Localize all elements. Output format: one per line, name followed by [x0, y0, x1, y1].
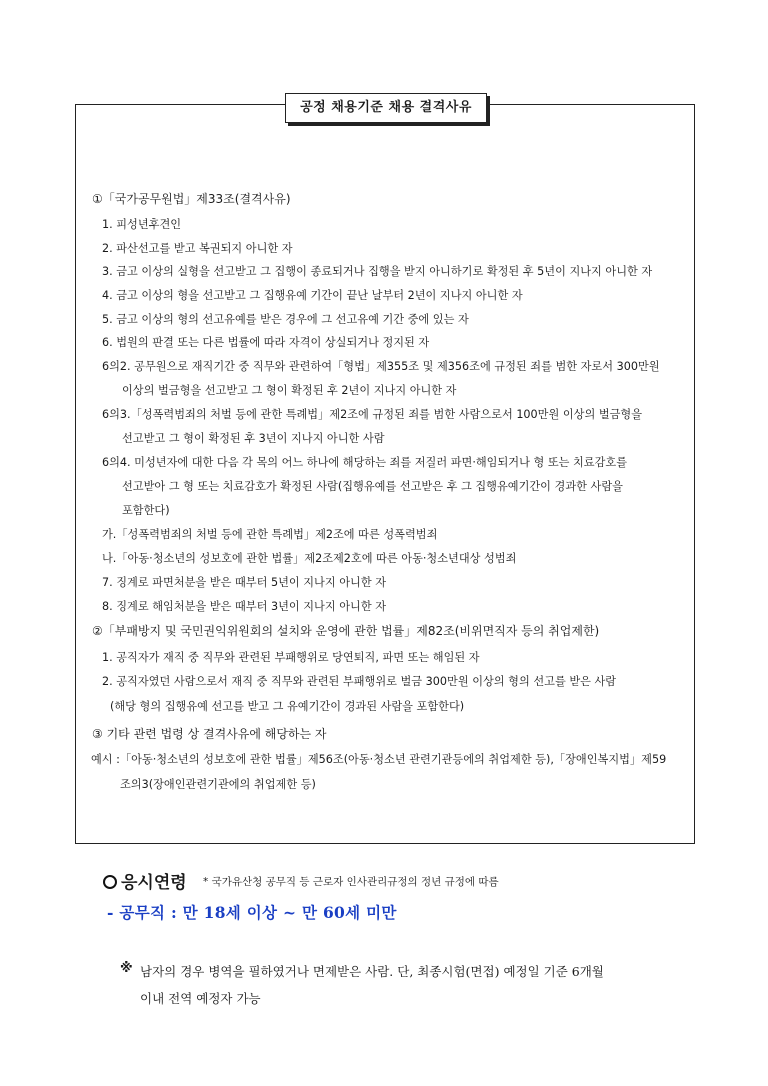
list-subitem: 가.「성폭력범죄의 처벌 등에 관한 특례법」제2조에 따른 성폭력범죄 [102, 528, 438, 541]
list-item: 1. 피성년후견인 [102, 218, 182, 231]
example-text: 예시 :「아동·청소년의 성보호에 관한 법률」제56조(아동·청소년 관련기관등에의 취업제한 등),「장애인복지법」제59 [91, 753, 667, 766]
list-subitem: 나.「아동·청소년의 성보호에 관한 법률」제2조제2호에 따른 아동·청소년대상 성범죄 [102, 552, 517, 565]
list-item: 3. 금고 이상의 실형을 선고받고 그 집행이 종료되거나 집행을 받지 아니하기로 확정된 후 5년이 지나지 아니한 자 [102, 265, 653, 278]
list-item-continuation: 선고받고 그 형이 확정된 후 3년이 지나지 아니한 사람 [122, 432, 385, 445]
age-note: * 국가유산청 공무직 등 근로자 인사관리규정의 정년 규정에 따름 [203, 876, 499, 888]
circle-bullet-icon [103, 875, 117, 889]
box-title: 공정 채용기준 채용 결격사유 [285, 93, 487, 123]
notice-line: 남자의 경우 병역을 필하였거나 면제받은 사람. 단, 최종시험(면접) 예정일 기준 6개월 [140, 964, 604, 979]
list-item: 4. 금고 이상의 형을 선고받고 그 집행유예 기간이 끝난 날부터 2년이 지나지 아니한 자 [102, 289, 523, 302]
list-item: 6의2. 공무원으로 재직기간 중 직무와 관련하여「형법」제355조 및 제356조에 규정된 죄를 범한 자로서 300만원 [102, 360, 660, 373]
list-item-continuation: 포함한다) [122, 504, 170, 517]
list-item-continuation: (해당 형의 집행유예 선고를 받고 그 유예기간이 경과된 사람을 포함한다) [110, 700, 465, 713]
list-item: 6의4. 미성년자에 대한 다음 각 목의 어느 하나에 해당하는 죄를 저질러 파면·해임되거나 형 또는 치료감호를 [102, 456, 628, 469]
notice-line: 이내 전역 예정자 가능 [140, 991, 261, 1006]
reference-mark-icon: ※ [120, 961, 133, 976]
section2-head: ②「부패방지 및 국민권익위원회의 설치와 운영에 관한 법률」제82조(비위면직자 등의 취업제한) [92, 624, 600, 638]
age-title: 응시연령 [121, 873, 187, 893]
list-item: 6. 법원의 판결 또는 다른 법률에 따라 자격이 상실되거나 정지된 자 [102, 336, 430, 349]
list-item: 8. 징계로 해임처분을 받은 때부터 3년이 지나지 아니한 자 [102, 600, 386, 613]
list-item: 7. 징계로 파면처분을 받은 때부터 5년이 지나지 아니한 자 [102, 576, 386, 589]
list-item: 2. 파산선고를 받고 복권되지 아니한 자 [102, 242, 293, 255]
section1-head: ①「국가공무원법」제33조(결격사유) [92, 192, 291, 206]
list-item: 6의3.「성폭력범죄의 처벌 등에 관한 특례법」제2조에 규정된 죄를 범한 사람으로서 100만원 이상의 벌금형을 [102, 408, 643, 421]
list-item-continuation: 이상의 벌금형을 선고받고 그 형이 확정된 후 2년이 지나지 아니한 자 [122, 384, 457, 397]
example-text-continuation: 조의3(장애인관련기관에의 취업제한 등) [120, 778, 316, 791]
list-item-continuation: 선고받아 그 형 또는 치료감호가 확정된 사람(집행유예를 선고받은 후 그 집행유예기간이 경과한 사람을 [122, 480, 623, 493]
list-item: 1. 공직자가 재직 중 직무와 관련된 부패행위로 당연퇴직, 파면 또는 해임된 자 [102, 651, 480, 664]
section3-head: ③ 기타 관련 법령 상 결격사유에 해당하는 자 [92, 727, 327, 741]
age-rule: - 공무직 : 만 18세 이상 ~ 만 60세 미만 [107, 903, 397, 922]
list-item: 5. 금고 이상의 형의 선고유예를 받은 경우에 그 선고유예 기간 중에 있는 자 [102, 313, 469, 326]
list-item: 2. 공직자였던 사람으로서 재직 중 직무와 관련된 부패행위로 벌금 300만원 이상의 형의 선고를 받은 사람 [102, 675, 617, 688]
